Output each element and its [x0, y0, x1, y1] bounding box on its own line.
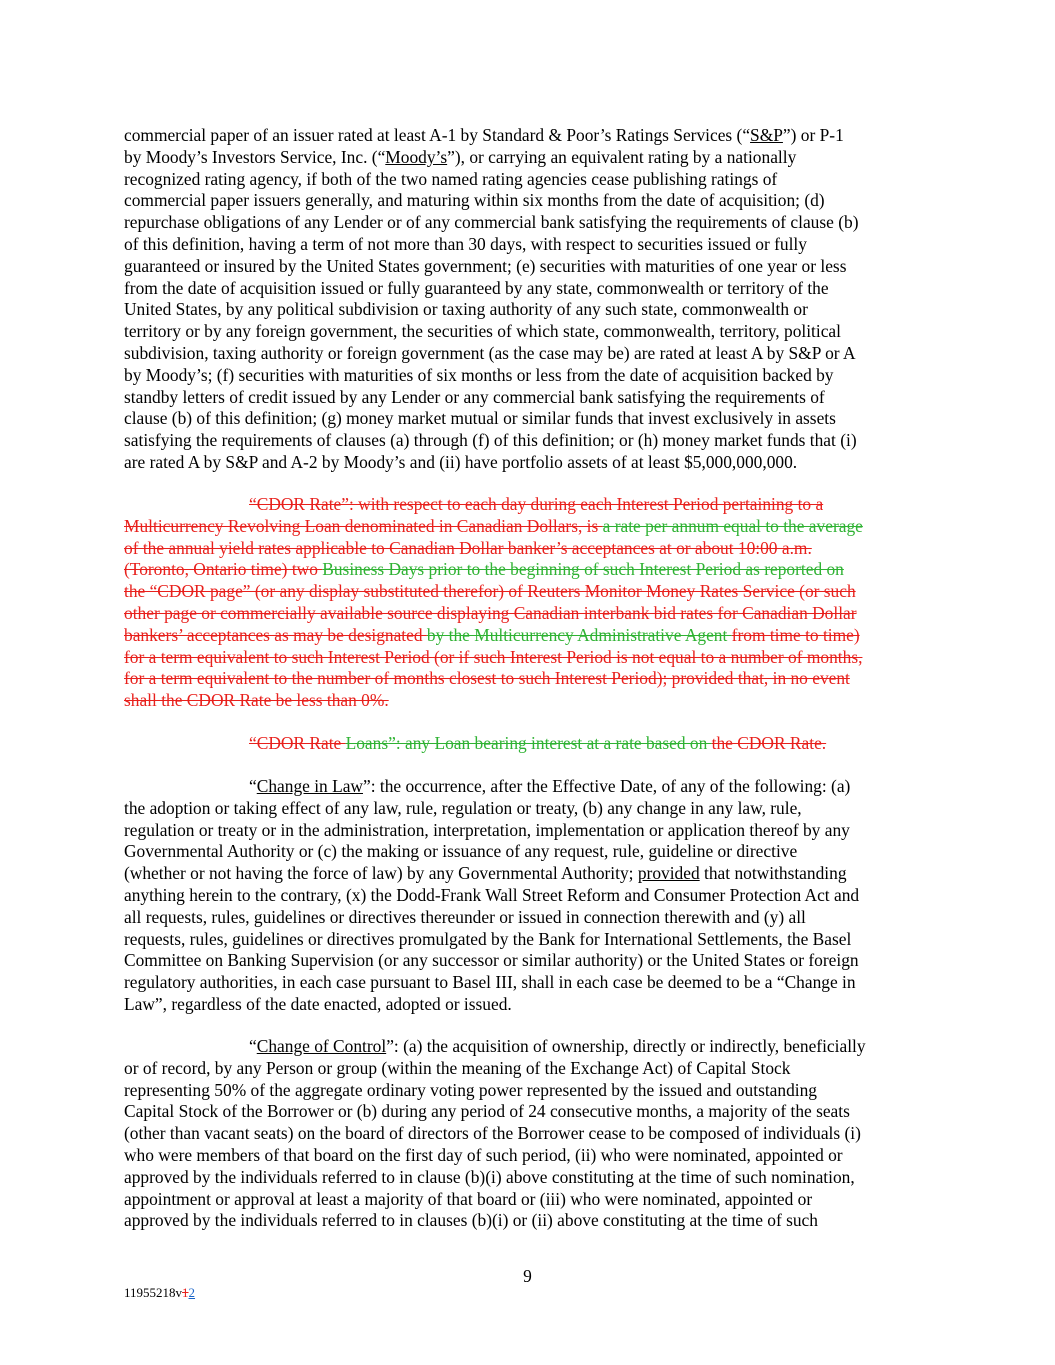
defined-term-sp: S&P — [750, 125, 783, 145]
paragraph-cdor-rate-loans-deleted: “CDOR Rate Loans”: any Loan bearing interest at a rate based on the CDOR Rate. — [249, 733, 827, 753]
defined-term-change-of-control: Change of Control — [256, 1036, 387, 1056]
paragraph-change-in-law: “Change in Law”: the occurrence, after the Effective Date, of any of the following: (a) the adoption or taking effect of any law, rule, regulation or treaty, (b) any change in any law, rule, regulation or treaty or in the administration, interpretation, implementation or application thereof by any Governmental Authority or (c) the making or issuance of any request, rule, guideline or directive (whether or not having the force of law) by any Governmental Authority; provided that notwithstanding anything herein to the contrary, (x) the Dodd-Frank Wall Street Reform and Consumer Protection Act and all requests, rules, guidelines or directives thereunder or issued in connection therewith and (y) all requests, rules, guidelines or directives promulgated by the Bank for International Settlements, the Basel Committee on Banking Supervision (or any successor or similar authority) or the United States or foreign regulatory authorities, in each case pursuant to Basel III, shall in each case be deemed to be a “Change in Law”, regardless of the date enacted, adopted or issued. — [124, 776, 860, 1014]
page-number: 9 — [523, 1266, 532, 1286]
paragraph-cdor-rate-deleted: “CDOR Rate”: with respect to each day during each Interest Period pertaining to a Multicurrency Revolving Loan denominated in Canadian Dollars, is a rate per annum equal to the average of the annual yield rates applicable to Canadian Dollar banker’s acceptances at or about 10:00 a.m. (Toronto, Ontario time) two Business Days prior to the beginning of such Interest Period as reported on the “CDOR page” (or any display substituted therefor) of Reuters Monitor Money Rates Service (or such other page or commercially available source displaying Canadian interbank bid rates for Canadian Dollar bankers’ acceptances as may be designated by the Multicurrency Administrative Agent from time to time) for a term equivalent to such Interest Period (or if such Interest Period is not equal to a number of months, for a term equivalent to the number of months closest to such Interest Period); provided that, in no event shall the CDOR Rate be less than 0%. — [124, 494, 863, 711]
defined-term-change-in-law: Change in Law — [256, 776, 363, 796]
paragraph-change-of-control: “Change of Control”: (a) the acquisition of ownership, directly or indirectly, beneficially or of record, by any Person or group (within the meaning of the Exchange Act) of Capital Stock representing 50% of the aggregate ordinary voting power represented by the issued and outstanding Capital Stock of the Borrower or (b) during any period of 24 consecutive months, a majority of the seats (other than vacant seats) on the board of directors of the Borrower cease to be composed of individuals (i) who were members of that board on the first day of such period, (ii) who were nominated, appointed or approved by the individuals referred to in clause (b)(i) above constituting at the time of such nomination, appointment or approval at least a majority of that board or (iii) who were nominated, appointed or approved by the individuals referred to in clauses (b)(i) or (ii) above constituting at the time of such — [124, 1036, 866, 1231]
defined-term-moodys: Moody’s — [385, 146, 448, 167]
document-id: 11955218v12 — [124, 1285, 196, 1300]
paragraph-cash-equivalents-continued: commercial paper of an issuer rated at least A-1 by Standard & Poor’s Ratings Services (“S&P”) or P-1 by Moody’s Investors Service, Inc. (“Moody’s”), or carrying an equivalent rating by a nationally recognized rating agency, if both of the two named rating agencies cease publishing ratings of commercial paper issuers generally, and maturing within six months from the date of acquisition; (d) repurchase obligations of any Lender or of any commercial bank satisfying the requirements of clause (b) of this definition, having a term of not more than 30 days, with respect to securities issued or fully guaranteed or insured by the United States government; (e) securities with maturities of one year or less from the date of acquisition issued or fully guaranteed by any state, commonwealth or territory of the United States, by any political subdivision or taxing authority of any such state, commonwealth or territory or by any foreign government, the securities of which state, commonwealth, territory, political subdivision, taxing authority or foreign government (as the case may be) are rated at least A by S&P or A by Moody’s; (f) securities with maturities of six months or less from the date of acquisition backed by standby letters of credit issued by any Lender or any commercial bank satisfying the requirements of clause (b) of this definition; (g) money market mutual or similar funds that invest exclusively in assets satisfying the requirements of clauses (a) through (f) of this definition; or (h) money market funds that (i) are rated A by S&P and A-2 by Moody’s and (ii) have portfolio assets of at least $5,000,000,000. — [124, 125, 859, 472]
